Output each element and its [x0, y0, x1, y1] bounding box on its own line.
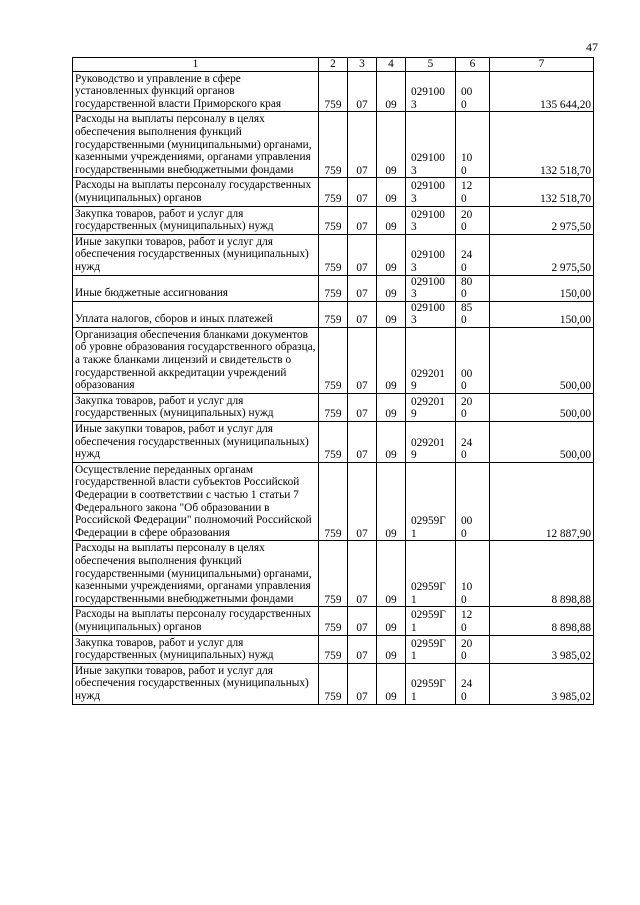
row-expense-type [456, 275, 490, 301]
row-name: Закупка товаров, работ и услуг для государственных (муниципальных) нужд [73, 206, 319, 234]
row-expense-type-line-2: 0 [461, 380, 467, 393]
row-subsection: 09 [377, 301, 406, 327]
row-admin-code: 759 [319, 663, 348, 704]
row-section: 07 [348, 178, 377, 206]
row-expense-type [456, 234, 490, 275]
row-expense-type-line-2: 0 [461, 261, 467, 274]
row-target-code [406, 607, 456, 635]
row-expense-type-line-2: 0 [461, 650, 467, 663]
row-section: 07 [348, 663, 377, 704]
row-target-code-line-1: 029100 [411, 86, 445, 99]
table-row [73, 234, 594, 275]
row-name: Организация обеспечения бланками документов об уровне образования государственного образца, а также бланками лицензий и свидетельств о государственной аккредитации учреждений образования [73, 327, 319, 393]
row-amount: 150,00 [490, 275, 594, 301]
row-admin-code: 759 [319, 393, 348, 421]
table-row [73, 301, 594, 327]
row-subsection: 09 [377, 422, 406, 463]
row-target-code-line-2: 9 [411, 449, 417, 462]
row-expense-type-line-2: 0 [461, 314, 467, 327]
row-expense-type [456, 462, 490, 541]
row-target-code-line-1: 029100 [411, 208, 445, 221]
row-expense-type [456, 541, 490, 607]
row-section: 07 [348, 206, 377, 234]
row-expense-type-line-1: 24 [461, 436, 473, 449]
table-row [73, 206, 594, 234]
row-section: 07 [348, 607, 377, 635]
row-subsection: 09 [377, 234, 406, 275]
header-col-5: 5 [406, 58, 456, 72]
row-target-code [406, 71, 456, 112]
row-expense-type [456, 393, 490, 421]
row-expense-type-line-2: 0 [461, 192, 467, 205]
row-section: 07 [348, 327, 377, 393]
row-target-code-line-1: 029100 [411, 301, 445, 314]
table-row [73, 663, 594, 704]
row-expense-type [456, 635, 490, 663]
row-amount: 500,00 [490, 393, 594, 421]
header-col-7: 7 [490, 58, 594, 72]
row-amount: 150,00 [490, 301, 594, 327]
table-row [73, 422, 594, 463]
row-target-code-line-1: 02959Г [411, 609, 446, 622]
row-target-code-line-2: 3 [411, 261, 417, 274]
row-expense-type [456, 301, 490, 327]
row-target-code-line-1: 029100 [411, 275, 445, 288]
row-admin-code: 759 [319, 301, 348, 327]
row-amount: 12 887,90 [490, 462, 594, 541]
row-name: Расходы на выплаты персоналу в целях обеспечения выполнения функций государственными (муниципальными) органами, казенными учреждениями, органами управления государственными внебюджетными фондами [73, 541, 319, 607]
row-section: 07 [348, 462, 377, 541]
row-admin-code: 759 [319, 462, 348, 541]
header-col-4: 4 [377, 58, 406, 72]
row-expense-type-line-1: 80 [461, 275, 473, 288]
row-name: Закупка товаров, работ и услуг для государственных (муниципальных) нужд [73, 635, 319, 663]
row-target-code-line-2: 3 [411, 164, 417, 177]
row-name: Закупка товаров, работ и услуг для государственных (муниципальных) нужд [73, 393, 319, 421]
row-expense-type-line-1: 00 [461, 86, 473, 99]
row-expense-type-line-2: 0 [461, 164, 467, 177]
row-target-code-line-2: 3 [411, 192, 417, 205]
row-admin-code: 759 [319, 112, 348, 178]
row-subsection: 09 [377, 206, 406, 234]
row-expense-type-line-1: 85 [461, 301, 473, 314]
row-amount: 3 985,02 [490, 663, 594, 704]
row-section: 07 [348, 541, 377, 607]
row-target-code-line-2: 3 [411, 288, 417, 301]
row-target-code-line-2: 1 [411, 690, 417, 703]
row-admin-code: 759 [319, 71, 348, 112]
row-subsection: 09 [377, 635, 406, 663]
row-subsection: 09 [377, 71, 406, 112]
row-subsection: 09 [377, 327, 406, 393]
row-expense-type-line-1: 24 [461, 678, 473, 691]
row-name: Уплата налогов, сборов и иных платежей [73, 301, 319, 327]
row-section: 07 [348, 635, 377, 663]
header-col-2: 2 [319, 58, 348, 72]
row-subsection: 09 [377, 462, 406, 541]
row-target-code [406, 206, 456, 234]
row-subsection: 09 [377, 663, 406, 704]
row-expense-type-line-1: 24 [461, 249, 473, 262]
row-expense-type-line-2: 0 [461, 98, 467, 111]
row-target-code-line-2: 9 [411, 408, 417, 421]
row-target-code-line-1: 02959Г [411, 637, 446, 650]
row-target-code-line-1: 029201 [411, 395, 445, 408]
row-target-code [406, 393, 456, 421]
row-amount: 135 644,20 [490, 71, 594, 112]
row-expense-type-line-2: 0 [461, 527, 467, 540]
row-expense-type-line-1: 12 [461, 180, 473, 193]
row-target-code-line-2: 9 [411, 380, 417, 393]
row-expense-type-line-1: 20 [461, 637, 473, 650]
row-target-code-line-2: 3 [411, 98, 417, 111]
row-admin-code: 759 [319, 178, 348, 206]
row-target-code-line-1: 02959Г [411, 678, 446, 691]
row-expense-type-line-1: 00 [461, 515, 473, 528]
row-name: Осуществление переданных органам государственной власти субъектов Российской Федерации в соответствии с частью 1 статьи 7 Федерального закона "Об образовании в Российской Федерации" полномочий Российской Федерации в сфере образования [73, 462, 319, 541]
row-expense-type-line-1: 12 [461, 609, 473, 622]
row-subsection: 09 [377, 541, 406, 607]
row-admin-code: 759 [319, 635, 348, 663]
table-row [73, 462, 594, 541]
row-target-code [406, 462, 456, 541]
table-row [73, 635, 594, 663]
row-target-code-line-1: 029201 [411, 436, 445, 449]
row-name: Руководство и управление в сфере установленных функций органов государственной власти Приморского края [73, 71, 319, 112]
row-subsection: 09 [377, 275, 406, 301]
row-target-code-line-1: 02959Г [411, 581, 446, 594]
row-amount: 132 518,70 [490, 178, 594, 206]
row-name: Иные бюджетные ассигнования [73, 275, 319, 301]
row-target-code-line-1: 029201 [411, 367, 445, 380]
row-expense-type-line-2: 0 [461, 690, 467, 703]
row-amount: 8 898,88 [490, 541, 594, 607]
row-admin-code: 759 [319, 275, 348, 301]
row-admin-code: 759 [319, 422, 348, 463]
row-admin-code: 759 [319, 327, 348, 393]
row-target-code-line-2: 1 [411, 593, 417, 606]
row-name: Расходы на выплаты персоналу государственных (муниципальных) органов [73, 178, 319, 206]
row-expense-type [456, 422, 490, 463]
row-section: 07 [348, 422, 377, 463]
row-expense-type-line-2: 0 [461, 288, 467, 301]
row-expense-type-line-2: 0 [461, 408, 467, 421]
row-expense-type [456, 607, 490, 635]
row-target-code [406, 422, 456, 463]
row-section: 07 [348, 301, 377, 327]
row-admin-code: 759 [319, 607, 348, 635]
row-amount: 132 518,70 [490, 112, 594, 178]
row-expense-type-line-2: 0 [461, 621, 467, 634]
row-target-code-line-1: 029100 [411, 180, 445, 193]
row-expense-type-line-1: 20 [461, 395, 473, 408]
budget-table [72, 57, 594, 705]
table-row [73, 327, 594, 393]
table-body [73, 71, 594, 704]
row-target-code-line-2: 3 [411, 314, 417, 327]
row-target-code-line-2: 1 [411, 650, 417, 663]
row-amount: 3 985,02 [490, 635, 594, 663]
row-target-code [406, 635, 456, 663]
row-amount: 8 898,88 [490, 607, 594, 635]
table-row [73, 178, 594, 206]
row-section: 07 [348, 71, 377, 112]
page-number: 47 [586, 40, 598, 54]
header-col-6: 6 [456, 58, 490, 72]
row-section: 07 [348, 393, 377, 421]
row-amount: 500,00 [490, 327, 594, 393]
header-col-1: 1 [73, 58, 319, 72]
row-expense-type [456, 178, 490, 206]
row-subsection: 09 [377, 393, 406, 421]
row-section: 07 [348, 234, 377, 275]
row-name: Иные закупки товаров, работ и услуг для обеспечения государственных (муниципальных) нужд [73, 663, 319, 704]
row-target-code-line-2: 1 [411, 621, 417, 634]
row-target-code-line-2: 3 [411, 221, 417, 234]
row-expense-type [456, 206, 490, 234]
row-expense-type-line-2: 0 [461, 449, 467, 462]
row-expense-type [456, 327, 490, 393]
table-row [73, 275, 594, 301]
row-name: Расходы на выплаты персоналу государственных (муниципальных) органов [73, 607, 319, 635]
row-name: Расходы на выплаты персоналу в целях обеспечения выполнения функций государственными (муниципальными) органами, казенными учреждениями, органами управления государственными внебюджетными фондами [73, 112, 319, 178]
table-row [73, 112, 594, 178]
row-expense-type-line-2: 0 [461, 221, 467, 234]
row-target-code-line-2: 1 [411, 527, 417, 540]
row-subsection: 09 [377, 112, 406, 178]
row-amount: 500,00 [490, 422, 594, 463]
table-row [73, 607, 594, 635]
row-expense-type-line-1: 00 [461, 367, 473, 380]
row-section: 07 [348, 112, 377, 178]
row-subsection: 09 [377, 178, 406, 206]
row-target-code [406, 112, 456, 178]
row-target-code [406, 663, 456, 704]
row-subsection: 09 [377, 607, 406, 635]
row-target-code [406, 234, 456, 275]
row-target-code [406, 178, 456, 206]
row-expense-type-line-1: 20 [461, 208, 473, 221]
row-target-code-line-1: 029100 [411, 249, 445, 262]
row-expense-type [456, 663, 490, 704]
row-target-code [406, 327, 456, 393]
row-admin-code: 759 [319, 206, 348, 234]
row-amount: 2 975,50 [490, 206, 594, 234]
row-section: 07 [348, 275, 377, 301]
row-target-code-line-1: 02959Г [411, 515, 446, 528]
header-col-3: 3 [348, 58, 377, 72]
table-row [73, 541, 594, 607]
row-name: Иные закупки товаров, работ и услуг для обеспечения государственных (муниципальных) нужд [73, 234, 319, 275]
row-name: Иные закупки товаров, работ и услуг для обеспечения государственных (муниципальных) нужд [73, 422, 319, 463]
table-row [73, 393, 594, 421]
row-admin-code: 759 [319, 541, 348, 607]
table-row [73, 71, 594, 112]
row-amount: 2 975,50 [490, 234, 594, 275]
row-expense-type [456, 71, 490, 112]
row-target-code [406, 541, 456, 607]
row-admin-code: 759 [319, 234, 348, 275]
row-target-code [406, 275, 456, 301]
row-expense-type-line-1: 10 [461, 581, 473, 594]
row-expense-type-line-2: 0 [461, 593, 467, 606]
row-expense-type-line-1: 10 [461, 152, 473, 165]
row-expense-type [456, 112, 490, 178]
row-target-code-line-1: 029100 [411, 152, 445, 165]
table-header-row [73, 58, 594, 72]
row-target-code [406, 301, 456, 327]
